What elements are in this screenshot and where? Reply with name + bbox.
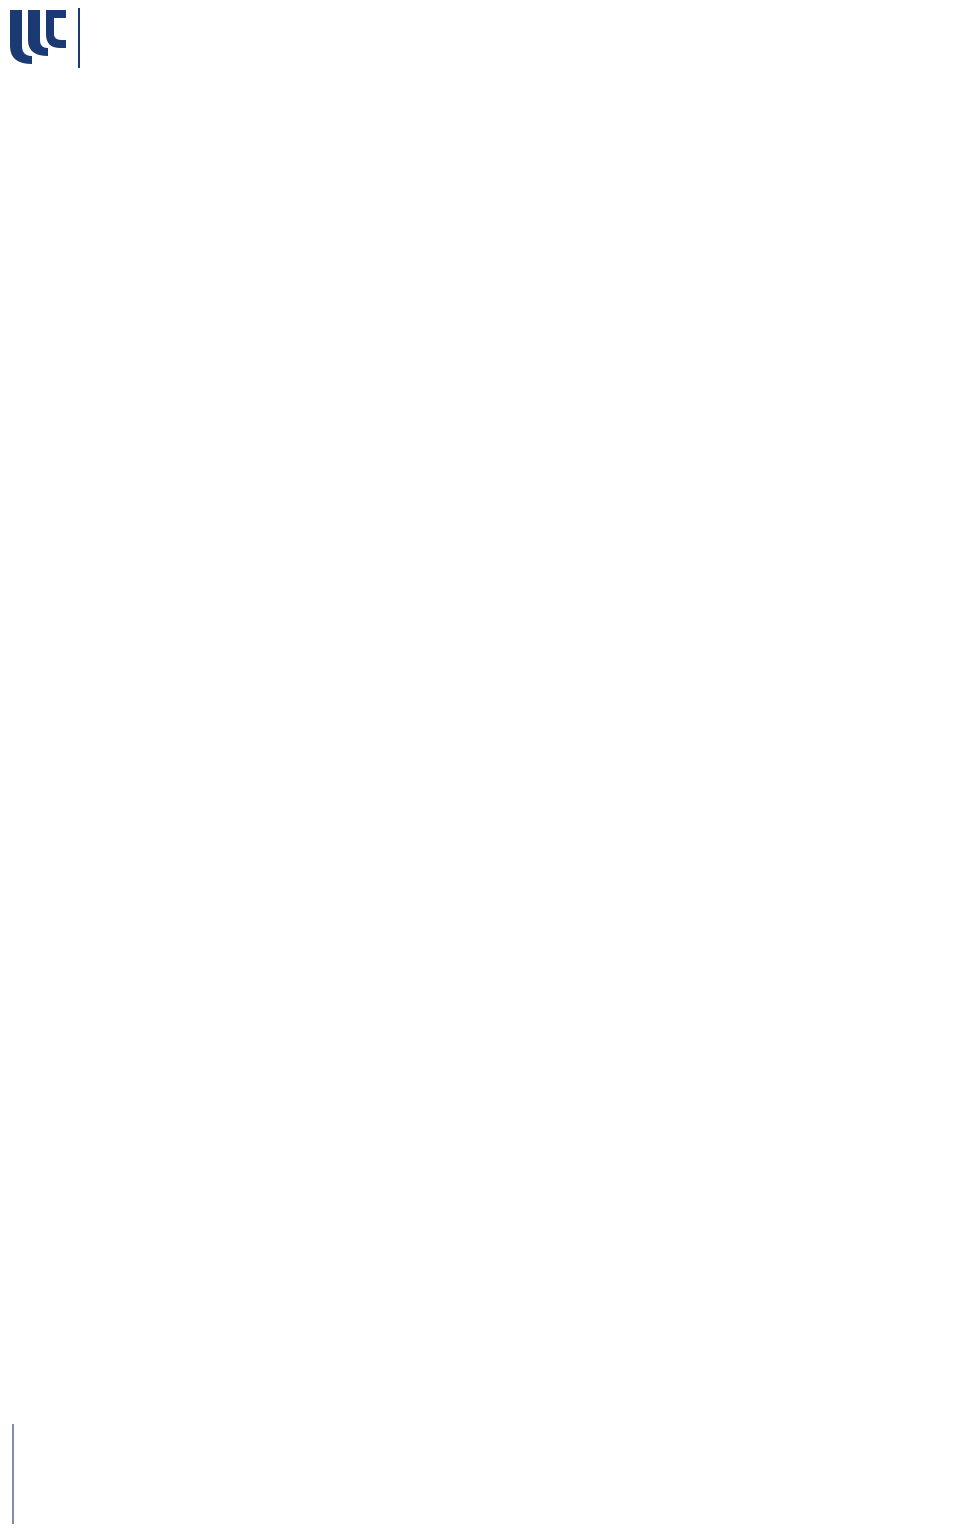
footer-divider: [12, 1424, 14, 1524]
page-number: [914, 1270, 960, 1410]
footer: [12, 1424, 432, 1524]
header-divider: [78, 8, 80, 68]
document-body: [8, 139, 884, 164]
university-logo-icon: [6, 6, 70, 68]
university-header: [6, 6, 426, 70]
